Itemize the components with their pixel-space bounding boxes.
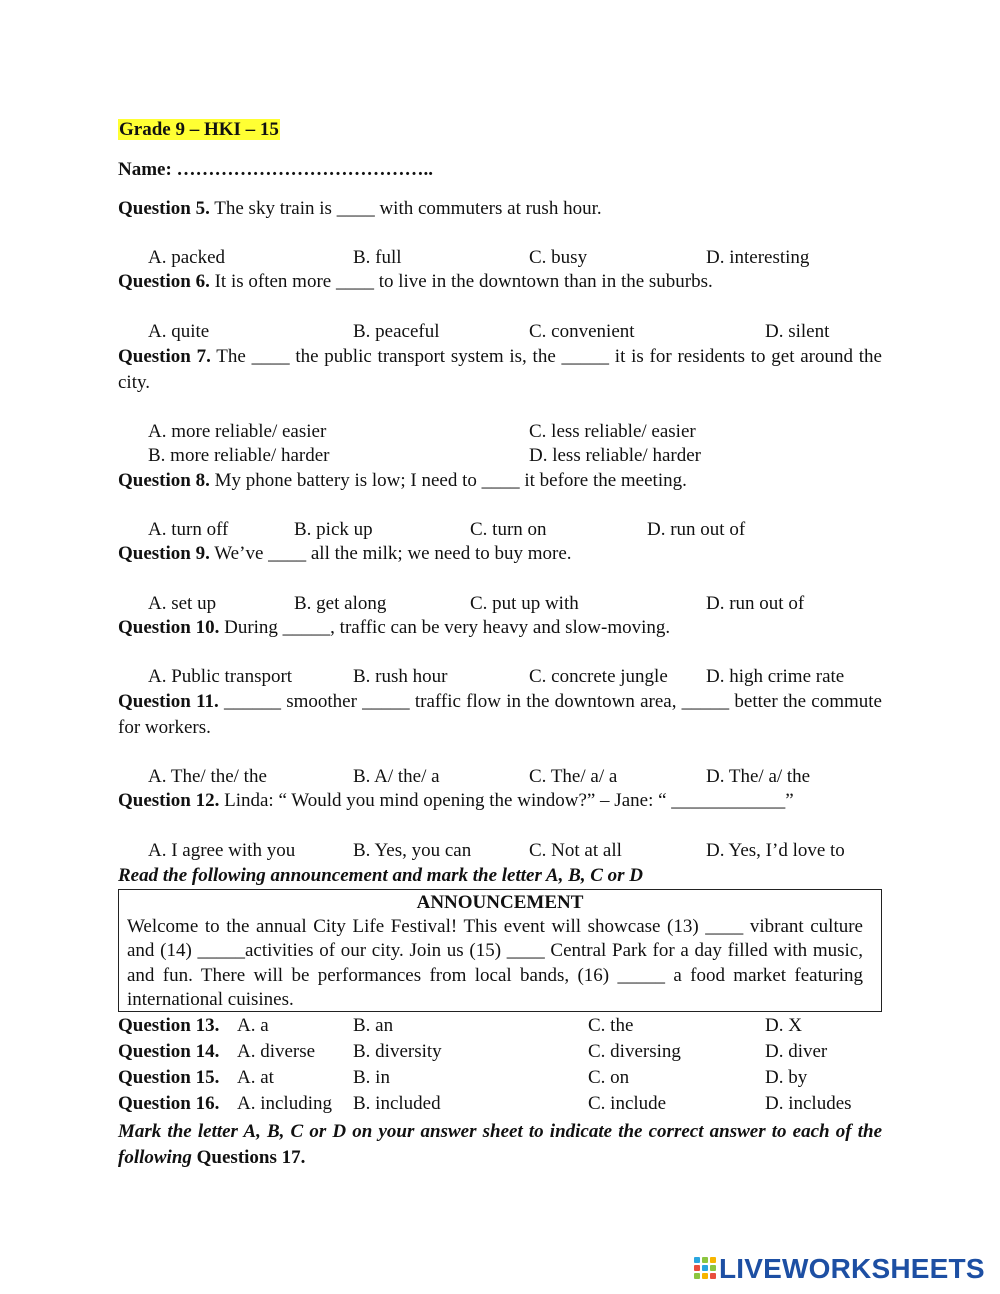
q16-option-b[interactable]: B. included	[353, 1093, 441, 1114]
final-instruction	[118, 1119, 882, 1171]
q12-option-b[interactable]: B. Yes, you can	[353, 840, 472, 861]
q8-option-c[interactable]: C. turn on	[470, 519, 547, 540]
q8-option-a[interactable]: A. turn off	[148, 519, 229, 540]
liveworksheets-logo[interactable]	[693, 1255, 993, 1285]
q7-option-c[interactable]: C. less reliable/ easier	[529, 421, 696, 442]
question-label: Question 15.	[118, 1067, 220, 1088]
q7-option-a[interactable]: A. more reliable/ easier	[148, 421, 327, 442]
final-instruction-bold: Questions 17.	[191, 1147, 306, 1168]
q5-option-c[interactable]: C. busy	[529, 247, 588, 268]
question-14	[118, 1039, 219, 1065]
question-text: The sky train is ____ with commuters at rush hour.	[209, 198, 602, 219]
q15-option-b[interactable]: B. in	[353, 1067, 390, 1088]
title-highlight: Grade 9 – HKI – 15	[119, 119, 279, 140]
question-label: Question 13.	[118, 1015, 220, 1036]
question-text: During _____, traffic can be very heavy and slow-moving.	[219, 617, 671, 638]
q8-option-b[interactable]: B. pick up	[294, 519, 373, 540]
question-label: Question 9.	[118, 543, 210, 564]
worksheet-title	[118, 118, 280, 142]
question-label: Question 11.	[118, 691, 219, 712]
q6-option-c[interactable]: C. convenient	[529, 321, 635, 342]
q6-option-d[interactable]: D. silent	[765, 321, 830, 342]
q7-option-d[interactable]: D. less reliable/ harder	[529, 445, 701, 466]
question-label: Question 14.	[118, 1041, 220, 1062]
question-label: Question 10.	[118, 617, 220, 638]
q13-option-b[interactable]: B. an	[353, 1015, 394, 1036]
q12-option-c[interactable]: C. Not at all	[529, 840, 622, 861]
question-16	[118, 1091, 219, 1117]
question-15	[118, 1065, 219, 1091]
q11-option-b[interactable]: B. A/ the/ a	[353, 766, 440, 787]
q13-option-d[interactable]: D. X	[765, 1015, 802, 1036]
q11-option-c[interactable]: C. The/ a/ a	[529, 766, 618, 787]
q5-option-b[interactable]: B. full	[353, 247, 402, 268]
name-field[interactable]	[118, 158, 433, 182]
question-10	[118, 616, 670, 640]
q16-option-a[interactable]: A. including	[237, 1093, 332, 1114]
q9-option-a[interactable]: A. set up	[148, 593, 217, 614]
q5-option-a[interactable]: A. packed	[148, 247, 226, 268]
q14-option-b[interactable]: B. diversity	[353, 1041, 442, 1062]
question-label: Question 12.	[118, 790, 220, 811]
q11-option-a[interactable]: A. The/ the/ the	[148, 766, 267, 787]
question-12	[118, 789, 794, 813]
q15-option-a[interactable]: A. at	[237, 1067, 274, 1088]
question-text: We’ve ____ all the milk; we need to buy more.	[209, 543, 572, 564]
q16-option-d[interactable]: D. includes	[765, 1093, 852, 1114]
logo-text: LIVEWORKSHEETS	[719, 1253, 985, 1284]
q5-option-d[interactable]: D. interesting	[706, 247, 810, 268]
announcement-title: ANNOUNCEMENT	[416, 892, 584, 913]
q14-option-a[interactable]: A. diverse	[237, 1041, 316, 1062]
question-13	[118, 1013, 219, 1039]
q10-option-a[interactable]: A. Public transport	[148, 666, 293, 687]
final-instruction-italic: Mark the letter A, B, C or D on your answer sheet to indicate the correct answer to each of the following	[118, 1121, 882, 1168]
question-label: Question 16.	[118, 1093, 220, 1114]
q13-option-a[interactable]: A. a	[237, 1015, 269, 1036]
q15-option-c[interactable]: C. on	[588, 1067, 630, 1088]
question-label: Question 7.	[118, 346, 211, 367]
liveworksheets-logo-icon	[693, 1255, 717, 1285]
name-label: Name: …………………………………..	[118, 159, 434, 180]
q9-option-d[interactable]: D. run out of	[706, 593, 805, 614]
q9-option-b[interactable]: B. get along	[294, 593, 387, 614]
question-5	[118, 197, 602, 221]
question-9	[118, 542, 572, 566]
question-6	[118, 270, 713, 294]
question-text: Linda: “ Would you mind opening the window?” – Jane: “ ____________”	[219, 790, 794, 811]
q14-option-c[interactable]: C. diversing	[588, 1041, 681, 1062]
question-7	[118, 344, 882, 396]
q8-option-d[interactable]: D. run out of	[647, 519, 746, 540]
q10-option-b[interactable]: B. rush hour	[353, 666, 448, 687]
question-label: Question 5.	[118, 198, 210, 219]
question-text: The ____ the public transport system is, the _____ it is for residents to get around the city.	[118, 346, 882, 393]
q12-option-a[interactable]: A. I agree with you	[148, 840, 296, 861]
q11-option-d[interactable]: D. The/ a/ the	[706, 766, 811, 787]
announcement-box	[118, 889, 882, 1012]
q15-option-d[interactable]: D. by	[765, 1067, 808, 1088]
q7-option-b[interactable]: B. more reliable/ harder	[148, 445, 330, 466]
announcement-body: Welcome to the annual City Life Festival! This event will showcase (13) ____ vibrant culture and (14) _____activities of our city. Join us (15) ____ Central Park for a day filled with music, and fun. There will be performances from local bands, (16) _____ a food market featuring international cuisines.	[127, 916, 863, 1010]
question-label: Question 8.	[118, 470, 210, 491]
q6-option-a[interactable]: A. quite	[148, 321, 210, 342]
question-text: ______ smoother _____ traffic flow in the downtown area, _____ better the commute for workers.	[118, 691, 882, 738]
q9-option-c[interactable]: C. put up with	[470, 593, 579, 614]
q13-option-c[interactable]: C. the	[588, 1015, 634, 1036]
q10-option-c[interactable]: C. concrete jungle	[529, 666, 668, 687]
question-text: My phone battery is low; I need to ____ it before the meeting.	[209, 470, 687, 491]
question-8	[118, 469, 687, 493]
q14-option-d[interactable]: D. diver	[765, 1041, 828, 1062]
q12-option-d[interactable]: D. Yes, I’d love to	[706, 840, 845, 861]
q10-option-d[interactable]: D. high crime rate	[706, 666, 845, 687]
q16-option-c[interactable]: C. include	[588, 1093, 667, 1114]
q6-option-b[interactable]: B. peaceful	[353, 321, 440, 342]
question-label: Question 6.	[118, 271, 210, 292]
reading-instruction: Read the following announcement and mark the letter A, B, C or D	[118, 865, 644, 886]
question-text: It is often more ____ to live in the downtown than in the suburbs.	[209, 271, 713, 292]
question-11	[118, 689, 882, 741]
